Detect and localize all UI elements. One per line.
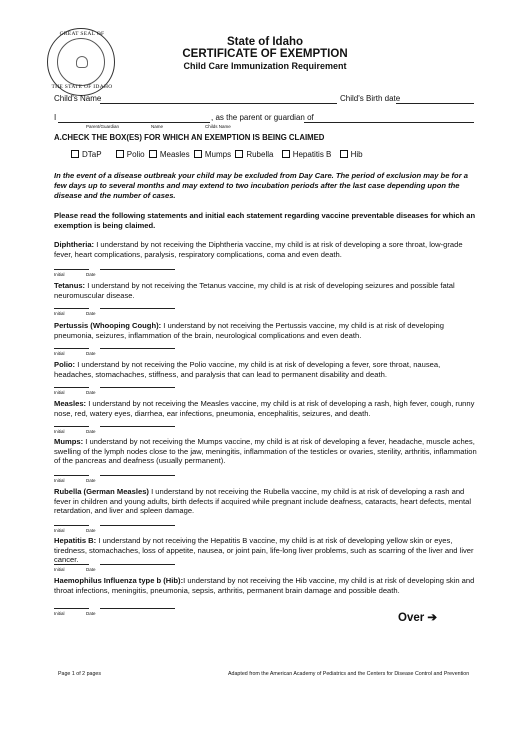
childs-name-field[interactable] <box>100 94 337 104</box>
initial-field[interactable] <box>54 564 89 565</box>
statement-title: Rubella (German Measles) <box>54 487 149 496</box>
exemption-options <box>71 150 369 159</box>
initial-date-measles[interactable] <box>54 421 194 437</box>
state-title: State of Idaho <box>226 36 304 48</box>
rubella-label: Rubella <box>246 150 274 159</box>
polio-checkbox[interactable] <box>116 150 124 158</box>
page-subtitle: Child Care Immunization Requirement <box>183 61 347 71</box>
initial-field[interactable] <box>54 348 89 349</box>
statement-text: I understand by not receiving the Tetanus vaccine, my child is at risk of developing seizures and possible fatal neuromuscular disease. <box>54 281 455 300</box>
parent-caption: Parent/Guardian <box>86 124 120 129</box>
initial-caption: Initial <box>54 390 65 395</box>
hepatitis-b-label: Hepatitis B <box>292 150 332 159</box>
date-field[interactable] <box>100 269 175 270</box>
statement-title: Hepatitis B: <box>54 536 97 545</box>
guardian-of-field[interactable] <box>304 113 474 123</box>
date-caption: Date <box>86 311 96 316</box>
statement-tetanus <box>54 281 477 300</box>
childs-name-label: Child's Name <box>54 94 102 103</box>
parent-name-field[interactable] <box>58 113 210 123</box>
hepatitis-b-checkbox[interactable] <box>282 150 290 158</box>
date-caption: Date <box>86 351 96 356</box>
over-link[interactable] <box>398 610 437 624</box>
initial-date-pertussis[interactable] <box>54 343 194 359</box>
initial-date-tetanus[interactable] <box>54 303 194 319</box>
initial-caption: Initial <box>54 567 65 572</box>
initial-caption: Initial <box>54 611 65 616</box>
statement-title: Diphtheria: <box>54 240 95 249</box>
hib-label: Hib <box>350 150 363 159</box>
arrow-right-icon: ➔ <box>427 612 438 624</box>
date-field[interactable] <box>100 308 175 309</box>
birth-date-field[interactable] <box>396 94 474 104</box>
statement-text: I understand by not receiving the Pertussis vaccine, my child is at risk of developing pneumonia, seizures, inflammation of the brain, neurological complications and even death. <box>54 321 444 340</box>
measles-checkbox[interactable] <box>149 150 157 158</box>
initial-field[interactable] <box>54 426 89 427</box>
page-number: Page 1 of 2 pages <box>58 671 101 677</box>
childs-name-caption: Childs Name <box>205 124 231 129</box>
instructions-text: Please read the following statements and initial each statement regarding vaccine preventable diseases for which an exemption is being claimed. <box>54 211 476 230</box>
statement-hib <box>54 576 477 595</box>
source-note: Adapted from the American Academy of Pediatrics and the Centers for Disease Control and Prevention <box>228 671 470 677</box>
date-field[interactable] <box>100 525 175 526</box>
initial-date-diphtheria[interactable] <box>54 264 194 280</box>
date-field[interactable] <box>100 387 175 388</box>
statement-title: Pertussis (Whooping Cough): <box>54 321 162 330</box>
parent-guardian-text: , as the parent or guardian of <box>211 113 314 122</box>
mumps-label: Mumps <box>204 150 232 159</box>
i-label: I <box>54 113 57 122</box>
statement-rubella <box>54 487 477 516</box>
option-measles[interactable] <box>149 150 190 159</box>
date-field[interactable] <box>100 348 175 349</box>
option-hepatitis-b[interactable] <box>282 150 332 159</box>
statement-text: I understand by not receiving the Polio vaccine, my child is at risk of developing a fever, sore throat, nausea, headaches, stomachaches, stiffness, and paralysis that can lead to permanent disability and death. <box>54 360 441 379</box>
statement-diphtheria <box>54 240 477 259</box>
option-mumps[interactable] <box>194 150 231 159</box>
initial-field[interactable] <box>54 387 89 388</box>
date-caption: Date <box>86 478 96 483</box>
date-caption: Date <box>86 272 96 277</box>
statement-text: I understand by not receiving the Hepatitis B vaccine, my child is at risk of developing yellow skin or eyes, tiredness, stomachaches, loss of appetite, nausea, or joint pain, life-long liver problems, such as scarring of the liver and liver cancer. <box>54 536 474 565</box>
statement-text: I understand by not receiving the Diphtheria vaccine, my child is at risk of developing a sore throat, low-grade fever, heart complications, paralysis, respiratory complications, coma and even death. <box>54 240 463 259</box>
statement-title: Tetanus: <box>54 281 86 290</box>
seal-bottom-text: THE STATE OF IDAHO <box>51 84 113 90</box>
statement-title: Measles: <box>54 399 87 408</box>
initial-caption: Initial <box>54 528 65 533</box>
dtap-checkbox[interactable] <box>71 150 79 158</box>
option-polio[interactable] <box>116 150 145 159</box>
initial-date-rubella[interactable] <box>54 520 194 536</box>
birth-date-label: Child's Birth date <box>340 94 401 103</box>
statement-mumps <box>54 437 477 466</box>
initial-caption: Initial <box>54 272 65 277</box>
dtap-label: DTaP <box>82 150 102 159</box>
initial-date-hib[interactable] <box>54 603 194 619</box>
statement-title: Polio: <box>54 360 76 369</box>
statement-text: I understand by not receiving the Rubella vaccine, my child is at risk of developing a rash and fever in children and young adults, birth defects if acquired while pregnant include deafness, cataracts, heart defects, mental retardation, and liver and spleen damage. <box>54 487 472 516</box>
date-caption: Date <box>86 528 96 533</box>
date-field[interactable] <box>100 608 175 609</box>
polio-label: Polio <box>126 150 145 159</box>
mumps-checkbox[interactable] <box>194 150 202 158</box>
initial-field[interactable] <box>54 308 89 309</box>
date-caption: Date <box>86 429 96 434</box>
initial-field[interactable] <box>54 525 89 526</box>
statement-polio <box>54 360 477 379</box>
initial-date-hepatitis-b[interactable] <box>54 559 194 575</box>
initial-date-polio[interactable] <box>54 382 194 398</box>
section-a-heading: A.CHECK THE BOX(ES) FOR WHICH AN EXEMPTION IS BEING CLAIMED <box>54 133 325 142</box>
initial-caption: Initial <box>54 351 65 356</box>
over-label: Over <box>398 612 425 624</box>
initial-caption: Initial <box>54 429 65 434</box>
statement-measles <box>54 399 477 418</box>
option-hib[interactable] <box>340 150 363 159</box>
statement-title: Haemophilus Influenza type b (Hib): <box>54 576 184 585</box>
initial-date-mumps[interactable] <box>54 470 194 486</box>
statement-pertussis <box>54 321 477 340</box>
initial-field[interactable] <box>54 608 89 609</box>
date-field[interactable] <box>100 564 175 565</box>
date-field[interactable] <box>100 475 175 476</box>
statement-text: I understand by not receiving the Hib vaccine, my child is at risk of developing skin and throat infections, meningitis, pneumonia, sepsis, arthritis, permanent brain damage and possible death. <box>54 576 475 595</box>
initial-caption: Initial <box>54 478 65 483</box>
initial-field[interactable] <box>54 475 89 476</box>
initial-caption: Initial <box>54 311 65 316</box>
rubella-checkbox[interactable] <box>235 150 243 158</box>
date-caption: Date <box>86 390 96 395</box>
date-field[interactable] <box>100 426 175 427</box>
statement-text: I understand by not receiving the Measles vaccine, my child is at risk of developing a rash, high fever, cough, runny nose, red, watery eyes, diarrhea, ear infections, pneumonia, encephalitis, seizures, and death. <box>54 399 475 418</box>
date-caption: Date <box>86 611 96 616</box>
seal-top-text: GREAT SEAL OF <box>59 31 105 37</box>
name-caption: Name <box>151 124 164 129</box>
option-dtap[interactable] <box>71 150 102 159</box>
option-rubella[interactable] <box>235 150 273 159</box>
date-caption: Date <box>86 567 96 572</box>
page-title: CERTIFICATE OF EXEMPTION <box>182 48 348 60</box>
outbreak-notice: In the event of a disease outbreak your child may be excluded from Day Care. The period of exclusion may be for a few days up to several months and may extend to two incubation periods after the last case depending upon the disease and the number of cases. <box>54 171 468 200</box>
initial-field[interactable] <box>54 269 89 270</box>
statement-title: Mumps: <box>54 437 84 446</box>
hib-checkbox[interactable] <box>340 150 348 158</box>
statement-text: I understand by not receiving the Mumps vaccine, my child is at risk of developing a fever, headache, muscle aches, swelling of the lymph nodes close to the jaw, meningitis, inflammation of the testicles or ovaries, sterility, arthritis, inflammation of the pancreas and deafness (usually permanent). <box>54 437 477 466</box>
measles-label: Measles <box>159 150 190 159</box>
